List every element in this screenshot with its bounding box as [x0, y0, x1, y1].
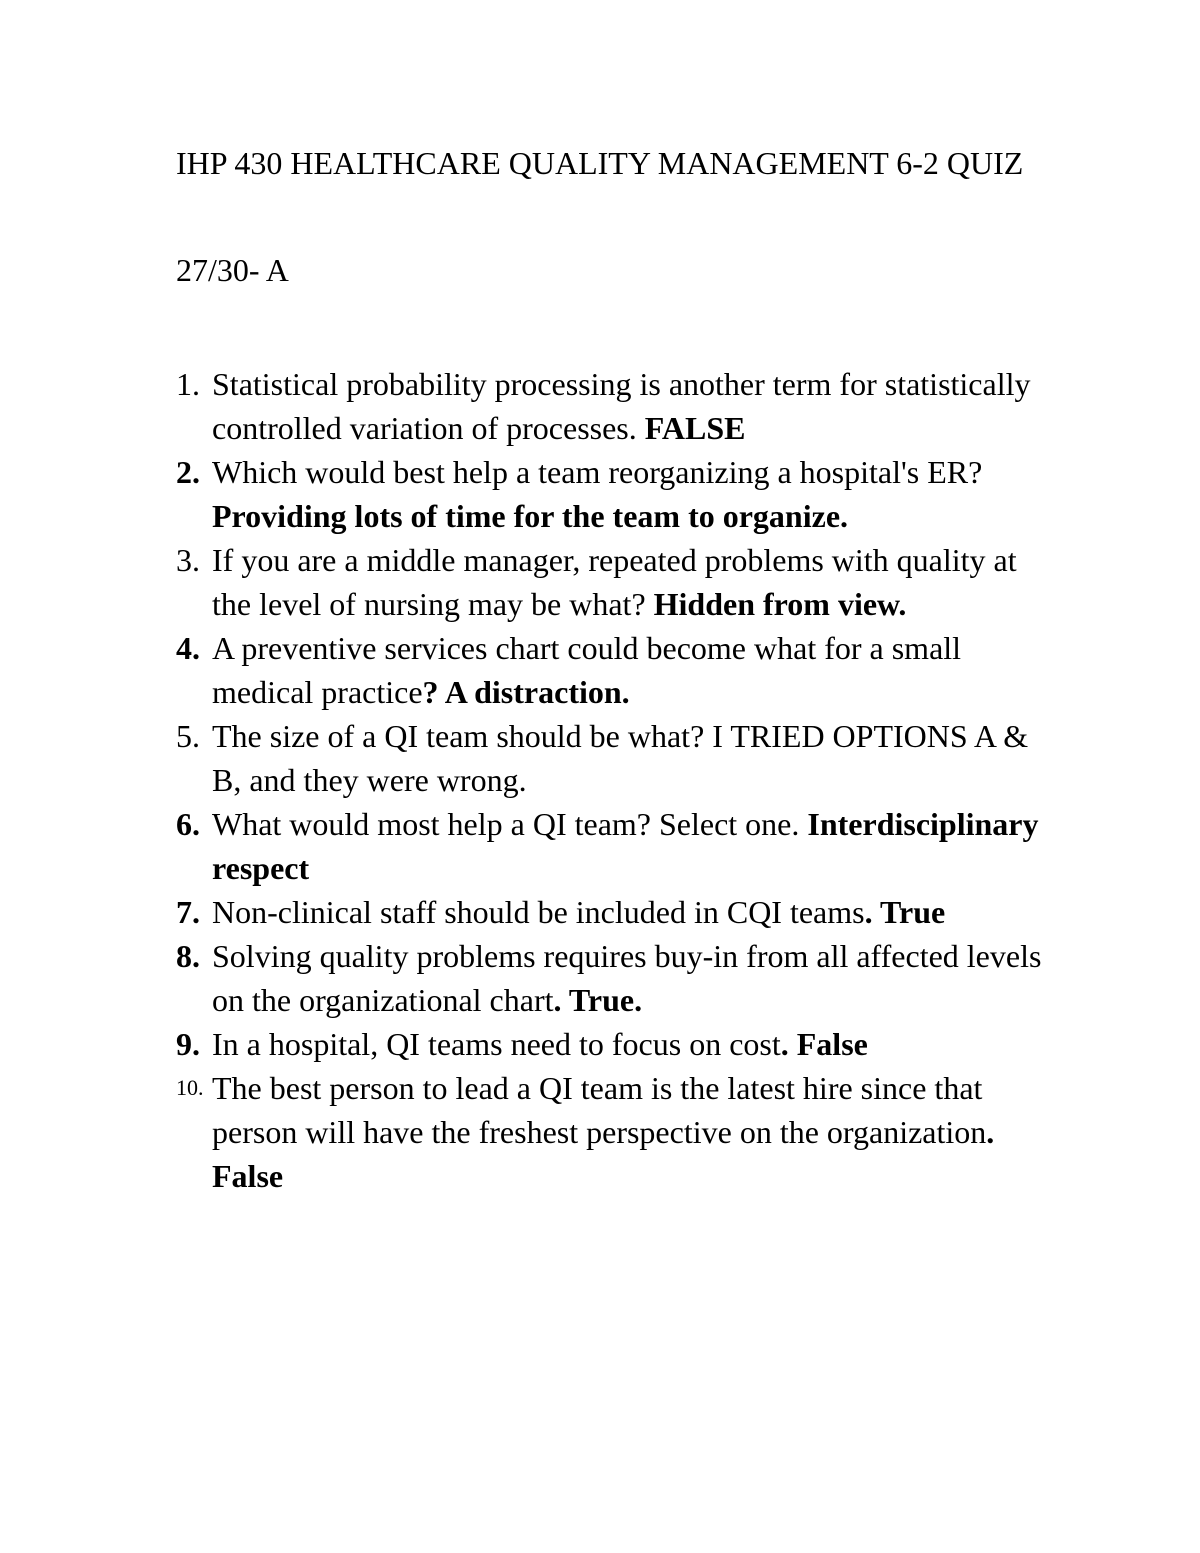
- answer-text: FALSE: [644, 410, 746, 446]
- question-item-10: [176, 1066, 1056, 1198]
- question-text: The size of a QI team should be what? I TRIED OPTIONS A & B, and they were wrong.: [212, 718, 1029, 798]
- question-item-6: [176, 802, 1056, 890]
- question-number: 5.: [176, 718, 200, 754]
- question-number: 1.: [176, 366, 200, 402]
- answer-text: Hidden from view.: [653, 586, 907, 622]
- question-item-3: [176, 538, 1056, 626]
- question-item-8: [176, 934, 1056, 1022]
- question-text: A preventive services chart could become what for a small medical practice: [212, 630, 962, 710]
- question-text: In a hospital, QI teams need to focus on cost: [212, 1026, 781, 1062]
- question-item-4: [176, 626, 1056, 714]
- question-text: The best person to lead a QI team is the latest hire since that person will have the freshest perspective on the organization: [212, 1070, 987, 1150]
- question-text: Non-clinical staff should be included in CQI teams: [212, 894, 865, 930]
- question-item-1: [176, 362, 1056, 450]
- question-number: 6.: [176, 806, 200, 842]
- answer-text: Providing lots of time for the team to organize.: [212, 498, 849, 534]
- question-text: If you are a middle manager, repeated problems with quality at the level of nursing may be what?: [212, 542, 1017, 622]
- question-item-2: [176, 450, 1056, 538]
- answer-text: . True: [864, 894, 946, 930]
- question-item-5: [176, 714, 1056, 802]
- answer-text: . False: [780, 1026, 868, 1062]
- question-number: 4.: [176, 630, 200, 666]
- question-text: What would most help a QI team? Select one.: [212, 806, 808, 842]
- answer-text: . True.: [553, 982, 643, 1018]
- answer-text: . False: [212, 1114, 995, 1194]
- question-text: Statistical probability processing is another term for statistically controlled variation of processes.: [212, 366, 1031, 446]
- answer-text: ? A distraction.: [422, 674, 630, 710]
- quiz-score: 27/30- A: [176, 252, 289, 288]
- question-number: 2.: [176, 454, 200, 490]
- question-number: 9.: [176, 1026, 200, 1062]
- question-number: 10.: [176, 1075, 204, 1100]
- question-text: Solving quality problems requires buy-in from all affected levels on the organizational chart: [212, 938, 1042, 1018]
- question-number: 3.: [176, 542, 200, 578]
- question-item-7: [176, 890, 1056, 934]
- question-list: [176, 362, 1056, 1198]
- question-number: 7.: [176, 894, 200, 930]
- answer-text: Interdisciplinary respect: [212, 806, 1039, 886]
- question-text: Which would best help a team reorganizing a hospital's ER?: [212, 454, 983, 490]
- question-item-9: [176, 1022, 1056, 1066]
- document-title: IHP 430 HEALTHCARE QUALITY MANAGEMENT 6-2 QUIZ: [176, 145, 1024, 181]
- question-number: 8.: [176, 938, 200, 974]
